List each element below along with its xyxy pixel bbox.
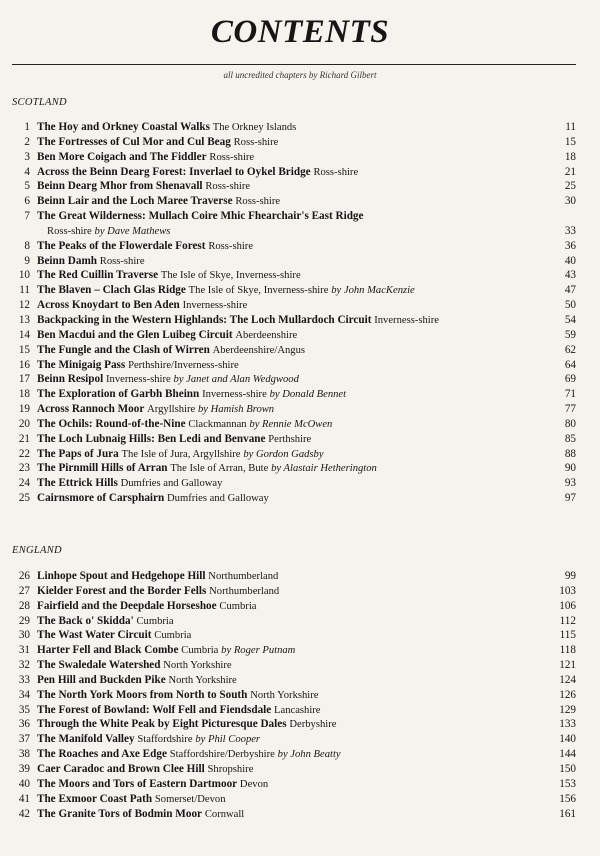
credit-line: all uncredited chapters by Richard Gilbert [223, 70, 377, 80]
entry-title: The Red Cuillin Traverse [37, 269, 159, 282]
entry-page-number: 62 [564, 343, 576, 356]
entry-text [37, 313, 439, 329]
entry-page-number: 88 [564, 447, 576, 460]
entry-location: Argyllshire [147, 404, 196, 416]
entry-text [37, 372, 299, 388]
entry-number: 36 [18, 718, 30, 731]
entry-page-number: 18 [564, 150, 576, 163]
entry-page-number: 64 [564, 358, 576, 371]
entry-location: Dumfries and Galloway [167, 493, 269, 505]
entry-author: by Rennie McOwen [249, 418, 333, 430]
entry-number: 33 [18, 673, 30, 686]
entry-location: Ross-shire [313, 166, 359, 178]
entry-page-number: 121 [559, 659, 576, 672]
entry-title: Ben Macdui and the Glen Luibeg Circuit [37, 328, 233, 341]
entry-page-number: 144 [559, 748, 576, 761]
entry-text [37, 569, 278, 585]
entry-text [37, 135, 278, 151]
entry-page-number: 106 [559, 599, 576, 612]
entry-number: 8 [24, 239, 30, 252]
contents-entry [0, 807, 600, 822]
entry-location: Lancashire [274, 704, 321, 716]
contents-entry [0, 599, 600, 614]
entry-page-number: 140 [559, 733, 576, 746]
contents-entry [0, 194, 600, 209]
contents-entry [0, 792, 600, 807]
entry-text [37, 298, 247, 314]
contents-entry [0, 402, 600, 417]
entry-text [37, 432, 311, 448]
entry-location: Derbyshire [289, 719, 337, 731]
entry-location: Staffordshire [137, 734, 193, 746]
entry-author: by Dave Mathews [94, 225, 171, 237]
entry-location: Inverness-shire [374, 314, 439, 326]
entry-number: 3 [24, 150, 30, 163]
entry-author: by John Beatty [277, 749, 341, 761]
entry-title: Beinn Dearg Mhor from Shenavall [37, 180, 203, 193]
entry-number: 12 [18, 299, 30, 312]
entry-number: 41 [18, 792, 30, 805]
entry-author: by Phil Cooper [195, 734, 261, 746]
entry-number: 29 [18, 614, 30, 627]
entry-location: Ross-shire [233, 136, 279, 148]
contents-entry [0, 254, 600, 269]
entry-title: The Back o' Skidda' [37, 614, 134, 627]
entry-text [37, 268, 301, 284]
entry-text [37, 792, 226, 808]
contents-entry [0, 717, 600, 732]
entry-page-number: 43 [564, 269, 576, 282]
entry-number: 31 [18, 644, 30, 657]
entry-author: by John MacKenzie [331, 285, 415, 297]
entry-author: by Hamish Brown [197, 404, 275, 416]
entry-title: The Wast Water Circuit [37, 629, 152, 642]
entry-location: Cumbria [154, 630, 192, 642]
entry-page-number: 103 [559, 584, 576, 597]
contents-entry [0, 135, 600, 150]
entry-title: The Forest of Bowland: Wolf Fell and Fiendsdale [37, 703, 272, 716]
contents-entry [0, 628, 600, 643]
contents-entry [0, 179, 600, 194]
title-rule [12, 64, 576, 65]
entry-location: The Orkney Islands [212, 122, 297, 133]
entry-number: 21 [18, 432, 30, 445]
contents-entry [0, 209, 600, 239]
entry-text [37, 703, 321, 719]
entry-text [37, 673, 237, 689]
entry-location: Perthshire [268, 433, 312, 445]
entry-text [37, 747, 341, 763]
entry-location: North Yorkshire [168, 674, 237, 686]
entry-location: Shropshire [207, 763, 254, 775]
contents-entry [0, 688, 600, 703]
entry-number: 9 [24, 254, 30, 267]
entry-location: Inverness-shire [202, 389, 267, 401]
entry-location: Northumberland [208, 571, 279, 582]
entry-number: 32 [18, 659, 30, 672]
entry-title: The Swaledale Watershed [37, 659, 161, 672]
entry-text [37, 777, 268, 793]
entry-number: 26 [18, 570, 30, 582]
contents-entry [0, 614, 600, 629]
entry-title: Caer Caradoc and Brown Clee Hill [37, 762, 205, 775]
entry-title: The Exmoor Coast Path [37, 792, 153, 805]
contents-entry [0, 476, 600, 491]
entry-text [37, 150, 254, 166]
entry-text [37, 402, 274, 418]
entry-title: Beinn Resipol [37, 373, 104, 386]
entry-text [37, 165, 358, 181]
entry-title: Pen Hill and Buckden Pike [37, 673, 166, 686]
entry-number: 16 [18, 358, 30, 371]
entry-number: 1 [24, 121, 30, 133]
entry-location: Ross-shire [47, 225, 92, 237]
entry-page-number: 80 [564, 417, 576, 430]
entry-title: Across Knoydart to Ben Aden [37, 299, 180, 312]
entry-location: The Isle of Jura, Argyllshire [121, 448, 241, 460]
entry-number: 14 [18, 328, 30, 341]
entry-title: The Peaks of the Flowerdale Forest [37, 239, 206, 252]
entry-title: The Granite Tors of Bodmin Moor [37, 807, 203, 820]
entry-number: 19 [18, 403, 30, 416]
entry-location: Ross-shire [99, 255, 145, 267]
entry-title: Beinn Lair and the Loch Maree Traverse [37, 195, 233, 208]
contents-entry [0, 387, 600, 402]
contents-entry [0, 747, 600, 762]
contents-entry [0, 313, 600, 328]
entry-number: 11 [19, 284, 30, 297]
entry-location: Clackmannan [188, 418, 247, 430]
entry-title: The Hoy and Orkney Coastal Walks [37, 121, 210, 133]
contents-entry [0, 283, 600, 298]
entry-text [37, 599, 256, 615]
entry-page-number: 25 [564, 180, 576, 193]
entry-number: 20 [18, 417, 30, 430]
entry-page-number: 126 [559, 688, 576, 701]
entry-number: 5 [24, 180, 30, 193]
entry-number: 34 [18, 688, 30, 701]
entry-number: 6 [24, 195, 30, 208]
entry-text [37, 461, 377, 477]
entry-text [37, 658, 232, 674]
entry-page-number: 129 [559, 703, 576, 716]
entry-title: The Moors and Tors of Eastern Dartmoor [37, 777, 238, 790]
entry-page-number: 21 [564, 165, 576, 178]
contents-entry [0, 372, 600, 387]
scotland-entry-list [0, 120, 600, 506]
entry-number: 40 [18, 777, 30, 790]
entry-text [37, 194, 280, 210]
entry-location: Aberdeenshire/Angus [212, 344, 305, 356]
section-heading-england: ENGLAND [12, 545, 62, 556]
entry-text [37, 688, 318, 704]
entry-title: Linhope Spout and Hedgehope Hill [37, 570, 206, 582]
contents-entry [0, 643, 600, 658]
entry-page-number: 69 [564, 373, 576, 386]
entry-location: Cumbria [181, 645, 219, 657]
entry-location: Somerset/Devon [154, 793, 226, 805]
entry-location: The Isle of Skye, Inverness-shire [188, 285, 329, 297]
contents-entry [0, 777, 600, 792]
section-heading-scotland: SCOTLAND [12, 97, 67, 108]
entry-location: Northumberland [209, 585, 280, 597]
page-title: CONTENTS [210, 14, 390, 50]
contents-entry [0, 239, 600, 254]
entry-number: 28 [18, 599, 30, 612]
contents-entry [0, 432, 600, 447]
entry-title: The Fungle and the Clash of Wirren [37, 343, 210, 356]
entry-title: The Manifold Valley [37, 733, 135, 746]
contents-entry [0, 461, 600, 476]
entry-number: 15 [18, 343, 30, 356]
entry-location: North Yorkshire [163, 660, 232, 672]
entry-number: 18 [18, 388, 30, 401]
entry-title: The Great Wilderness: Mullach Coire Mhic Fhearchair's East Ridge [37, 210, 364, 223]
contents-entry [0, 328, 600, 343]
entry-page-number: 153 [559, 777, 576, 790]
entry-page-number: 97 [564, 492, 576, 505]
contents-entry [0, 762, 600, 777]
entry-location: Cornwall [204, 808, 245, 820]
contents-entry [0, 703, 600, 718]
entry-page-number: 161 [559, 807, 576, 820]
contents-entry [0, 417, 600, 432]
entry-text [37, 358, 239, 374]
entry-location: Inverness-shire [182, 300, 248, 312]
entry-text [37, 628, 191, 644]
entry-text [37, 614, 174, 630]
entry-location: Cumbria [219, 600, 257, 612]
entry-author: by Alastair Hetherington [271, 463, 377, 475]
entry-title: Across Rannoch Moor [37, 403, 145, 416]
entry-number: 39 [18, 762, 30, 775]
entry-title: Backpacking in the Western Highlands: The Loch Mullardoch Circuit [37, 313, 372, 326]
entry-title: Beinn Damh [37, 254, 97, 267]
entry-text [37, 491, 269, 507]
contents-entry [0, 673, 600, 688]
contents-entry [0, 358, 600, 373]
entry-number: 22 [18, 447, 30, 460]
entry-location: North Yorkshire [250, 689, 319, 701]
entry-text [37, 584, 279, 600]
entry-author: by Donald Bennet [269, 389, 347, 401]
entry-location: Ross-shire [205, 181, 251, 193]
entry-title: Across the Beinn Dearg Forest: Inverlael to Oykel Bridge [37, 165, 311, 178]
entry-page-number: 33 [564, 224, 576, 237]
entry-author: by Janet and Alan Wedgwood [173, 374, 299, 386]
entry-text [37, 717, 336, 733]
contents-entry [0, 491, 600, 506]
entry-location: Dumfries and Galloway [120, 478, 223, 490]
entry-title: The Paps of Jura [37, 447, 119, 460]
entry-location: Ross-shire [208, 240, 254, 252]
entry-page-number: 15 [564, 135, 576, 148]
entry-title: The Loch Lubnaig Hills: Ben Ledi and Benvane [37, 432, 266, 445]
entry-number: 24 [18, 477, 30, 490]
entry-location: Perthshire/Inverness-shire [128, 359, 239, 371]
entry-title: The Blaven – Clach Glas Ridge [37, 284, 186, 297]
contents-entry [0, 343, 600, 358]
entry-title: The Pirnmill Hills of Arran [37, 462, 168, 475]
entry-page-number: 115 [559, 629, 576, 642]
entry-number: 38 [18, 748, 30, 761]
entry-page-number: 30 [564, 195, 576, 208]
england-entry-list [0, 569, 600, 821]
entry-title: The Minigaig Pass [37, 358, 126, 371]
entry-location: Ross-shire [209, 151, 255, 163]
entry-title: The Exploration of Garbh Bheinn [37, 388, 200, 401]
entry-text [37, 328, 297, 344]
entry-text [37, 283, 415, 299]
contents-entry [0, 120, 600, 135]
entry-location: Devon [239, 778, 269, 790]
entry-text [37, 120, 296, 136]
entry-number: 35 [18, 703, 30, 716]
entry-page-number: 59 [564, 328, 576, 341]
entry-text [37, 807, 244, 823]
entry-title: Fairfield and the Deepdale Horseshoe [37, 599, 217, 612]
entry-text [37, 643, 295, 659]
entry-text [37, 476, 222, 492]
entry-text [37, 762, 253, 778]
contents-entry [0, 584, 600, 599]
entry-page-number: 85 [564, 432, 576, 445]
entry-location: Ross-shire [235, 196, 281, 208]
contents-entry [0, 298, 600, 313]
entry-title: Cairnsmore of Carsphairn [37, 492, 165, 505]
entry-title: The Roaches and Axe Edge [37, 748, 167, 761]
entry-page-number: 112 [559, 614, 576, 627]
entry-number: 17 [18, 373, 30, 386]
entry-page-number: 133 [559, 718, 576, 731]
entry-title: Harter Fell and Black Combe [37, 644, 179, 657]
entry-page-number: 93 [564, 477, 576, 490]
contents-entry [0, 732, 600, 747]
contents-entry [0, 165, 600, 180]
entry-page-number: 47 [564, 284, 576, 297]
contents-entry [0, 447, 600, 462]
entry-location: The Isle of Skye, Inverness-shire [160, 270, 301, 282]
entry-number: 37 [18, 733, 30, 746]
entry-text [37, 417, 332, 433]
entry-text [37, 209, 364, 224]
entry-number: 7 [24, 210, 30, 223]
entry-page-number: 36 [564, 239, 576, 252]
entry-page-number: 118 [559, 644, 576, 657]
entry-title: Through the White Peak by Eight Picturesque Dales [37, 718, 287, 731]
entry-page-number: 90 [564, 462, 576, 475]
entry-text [37, 447, 324, 463]
entry-number: 30 [18, 629, 30, 642]
entry-title: The Ettrick Hills [37, 477, 118, 490]
entry-page-number: 40 [564, 254, 576, 267]
entry-page-number: 71 [564, 388, 576, 401]
entry-page-number: 150 [559, 762, 576, 775]
entry-text [37, 387, 346, 403]
entry-number: 2 [24, 135, 30, 148]
contents-entry [0, 150, 600, 165]
entry-location: Staffordshire/Derbyshire [169, 749, 275, 761]
entry-number: 42 [18, 807, 30, 820]
entry-title: Kielder Forest and the Border Fells [37, 584, 207, 597]
entry-title: The Ochils: Round-of-the-Nine [37, 417, 186, 430]
entry-location: Inverness-shire [106, 374, 171, 386]
entry-page-number: 54 [564, 313, 576, 326]
contents-entry [0, 268, 600, 283]
entry-text [37, 732, 260, 748]
entry-page-number: 11 [565, 121, 576, 133]
entry-number: 13 [18, 313, 30, 326]
entry-number: 27 [18, 584, 30, 597]
entry-author: by Gordon Gadsby [243, 448, 324, 460]
entry-text [37, 254, 145, 270]
entry-page-number: 124 [559, 673, 576, 686]
entry-title: The North York Moors from North to South [37, 688, 248, 701]
contents-entry [0, 658, 600, 673]
entry-number: 4 [24, 165, 30, 178]
entry-location: Aberdeenshire [235, 329, 298, 341]
entry-page-number: 77 [564, 403, 576, 416]
entry-location: The Isle of Arran, Bute [170, 463, 269, 475]
entry-text [37, 239, 253, 255]
entry-page-number: 50 [564, 299, 576, 312]
entry-page-number: 99 [564, 570, 576, 582]
entry-title: The Fortresses of Cul Mor and Cul Beag [37, 135, 231, 148]
entry-location: Cumbria [136, 615, 174, 627]
entry-text [37, 179, 250, 195]
contents-entry [0, 569, 600, 584]
entry-author: by Roger Putnam [221, 645, 296, 657]
entry-page-number: 156 [559, 792, 576, 805]
entry-title: Ben More Coigach and The Fiddler [37, 150, 207, 163]
entry-number: 25 [18, 492, 30, 505]
entry-text [37, 343, 305, 359]
entry-number: 23 [18, 462, 30, 475]
entry-number: 10 [18, 269, 30, 282]
